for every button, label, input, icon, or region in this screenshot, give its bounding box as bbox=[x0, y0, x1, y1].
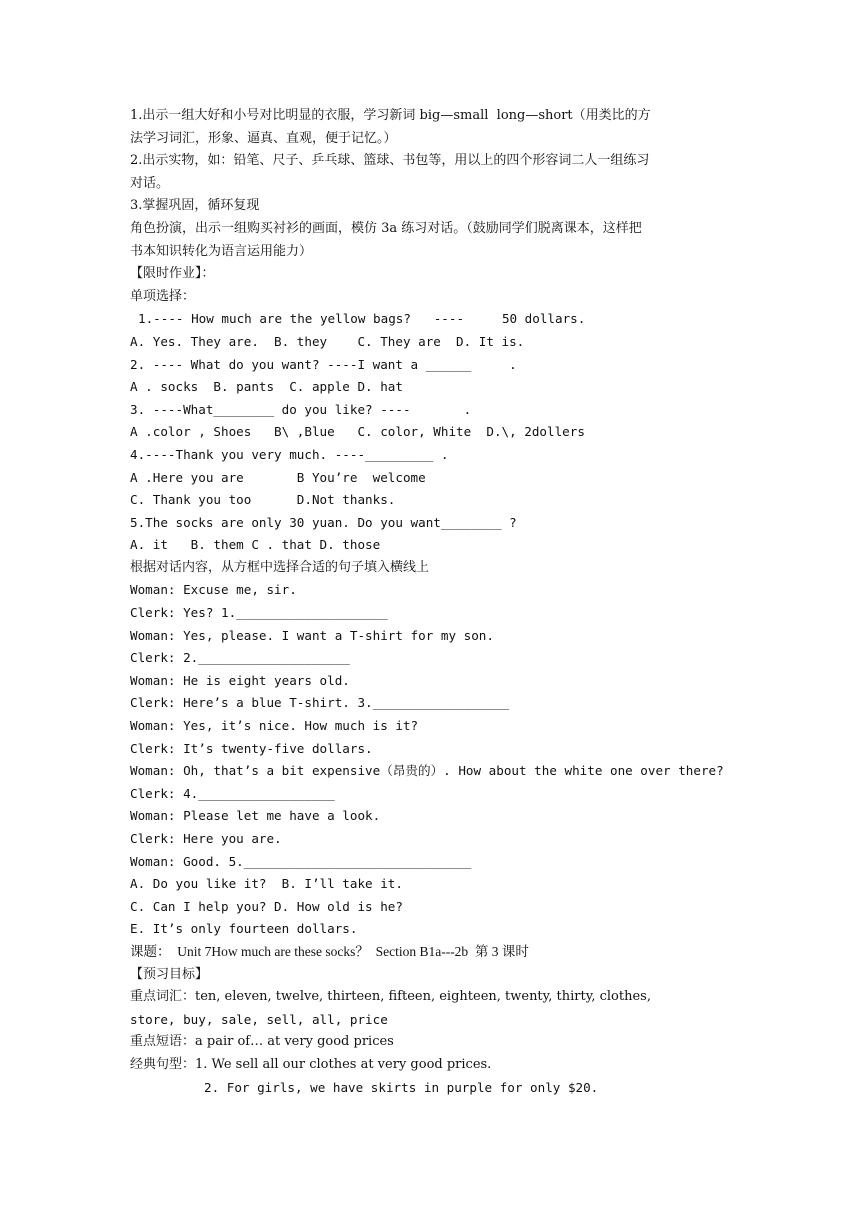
step-2-line-2: 对话。 bbox=[130, 175, 170, 191]
dialogue-line: Woman: Yes, please. I want a T-shirt for my son. bbox=[130, 627, 494, 643]
question-5: 5.The socks are only 30 yuan. Do you want________ ? bbox=[130, 514, 517, 530]
homework-heading: 【限时作业】： bbox=[130, 266, 215, 282]
lesson-title: 课题： Unit 7How much are these socks？ Section B1a---2b 第 3 课时 bbox=[130, 943, 529, 959]
key-vocabulary-line-2: store, buy, sale, sell, all, price bbox=[130, 1011, 388, 1027]
dialogue-line: Woman: Good. 5.______________________________ bbox=[130, 853, 472, 869]
single-choice-heading: 单项选择： bbox=[130, 288, 196, 304]
question-3: 3. ----What________ do you like? ---- . bbox=[130, 401, 472, 417]
dialogue-line: Clerk: Here’s a blue T-shirt. 3.__________________ bbox=[130, 695, 510, 711]
role-play-line-1: 角色扮演，出示一组购买衬衫的画面，模仿 3a 练习对话。（鼓励同学们脱离课本，这样把 bbox=[130, 220, 642, 236]
dialogue-line: Woman: Oh, that’s a bit expensive（昂贵的）. How about the white one over there? bbox=[130, 763, 724, 779]
dialogue-line: Woman: He is eight years old. bbox=[130, 672, 350, 688]
answer-options-line: C. Can I help you? D. How old is he? bbox=[130, 898, 403, 914]
key-phrases: 重点短语：a pair of… at very good prices bbox=[130, 1034, 394, 1050]
dialogue-line: Clerk: It’s twenty-five dollars. bbox=[130, 740, 373, 756]
dialogue-line: Clerk: 2.____________________ bbox=[130, 650, 350, 666]
dialogue-line: Clerk: 4.__________________ bbox=[130, 785, 335, 801]
answer-options-line: E. It’s only fourteen dollars. bbox=[130, 921, 358, 937]
step-1-line-1: 1.出示一组大好和小号对比明显的衣服，学习新词 big—small long—short（用类比的方 bbox=[130, 108, 651, 123]
question-2: 2. ---- What do you want? ----I want a ______ . bbox=[130, 356, 517, 372]
question-1-options: A. Yes. They are. B. they C. They are D. It is. bbox=[130, 333, 525, 349]
dialogue-line: Woman: Please let me have a look. bbox=[130, 808, 381, 824]
key-vocabulary-line-1: 重点词汇：ten, eleven, twelve, thirteen, fifteen, eighteen, twenty, thirty, clothes, bbox=[130, 989, 651, 1005]
question-5-options: A. it B. them C . that D. those bbox=[130, 537, 381, 553]
question-1: 1.---- How much are the yellow bags? ---- 50 dollars. bbox=[138, 311, 586, 327]
document-page bbox=[130, 105, 750, 1099]
step-3-heading: 3.掌握巩固，循环复现 bbox=[130, 198, 260, 214]
dialogue-line: Clerk: Yes? 1.____________________ bbox=[130, 605, 388, 621]
preview-goals-heading: 【预习目标】 bbox=[130, 966, 209, 982]
key-sentences-1: 经典句型：1. We sell all our clothes at very good prices. bbox=[130, 1056, 492, 1072]
step-1-line-2: 法学习词汇，形象、逼真、直观，便于记忆。） bbox=[130, 130, 397, 146]
question-4-options-2: C. Thank you too D.Not thanks. bbox=[130, 492, 396, 508]
question-4: 4.----Thank you very much. ----_________ . bbox=[130, 446, 449, 462]
key-sentences-2: 2. For girls, we have skirts in purple for only $20. bbox=[204, 1079, 599, 1095]
role-play-line-2: 书本知识转化为语言运用能力） bbox=[130, 243, 313, 259]
question-3-options: A .color , Shoes B\ ,Blue C. color, White D.\, 2dollers bbox=[130, 424, 585, 440]
dialogue-line: Woman: Yes, it’s nice. How much is it? bbox=[130, 718, 419, 734]
dialogue-instruction: 根据对话内容，从方框中选择合适的句子填入横线上 bbox=[130, 559, 430, 575]
answer-options-line: A. Do you like it? B. I’ll take it. bbox=[130, 876, 403, 892]
dialogue-line: Woman: Excuse me, sir. bbox=[130, 582, 297, 598]
question-2-options: A . socks B. pants C. apple D. hat bbox=[130, 379, 403, 395]
dialogue-line: Clerk: Here you are. bbox=[130, 831, 282, 846]
step-2-line-1: 2.出示实物，如：铅笔、尺子、乒乓球、篮球、书包等，用以上的四个形容词二人一组练习 bbox=[130, 153, 650, 169]
question-4-options-1: A .Here you are B You’re welcome bbox=[130, 469, 426, 485]
